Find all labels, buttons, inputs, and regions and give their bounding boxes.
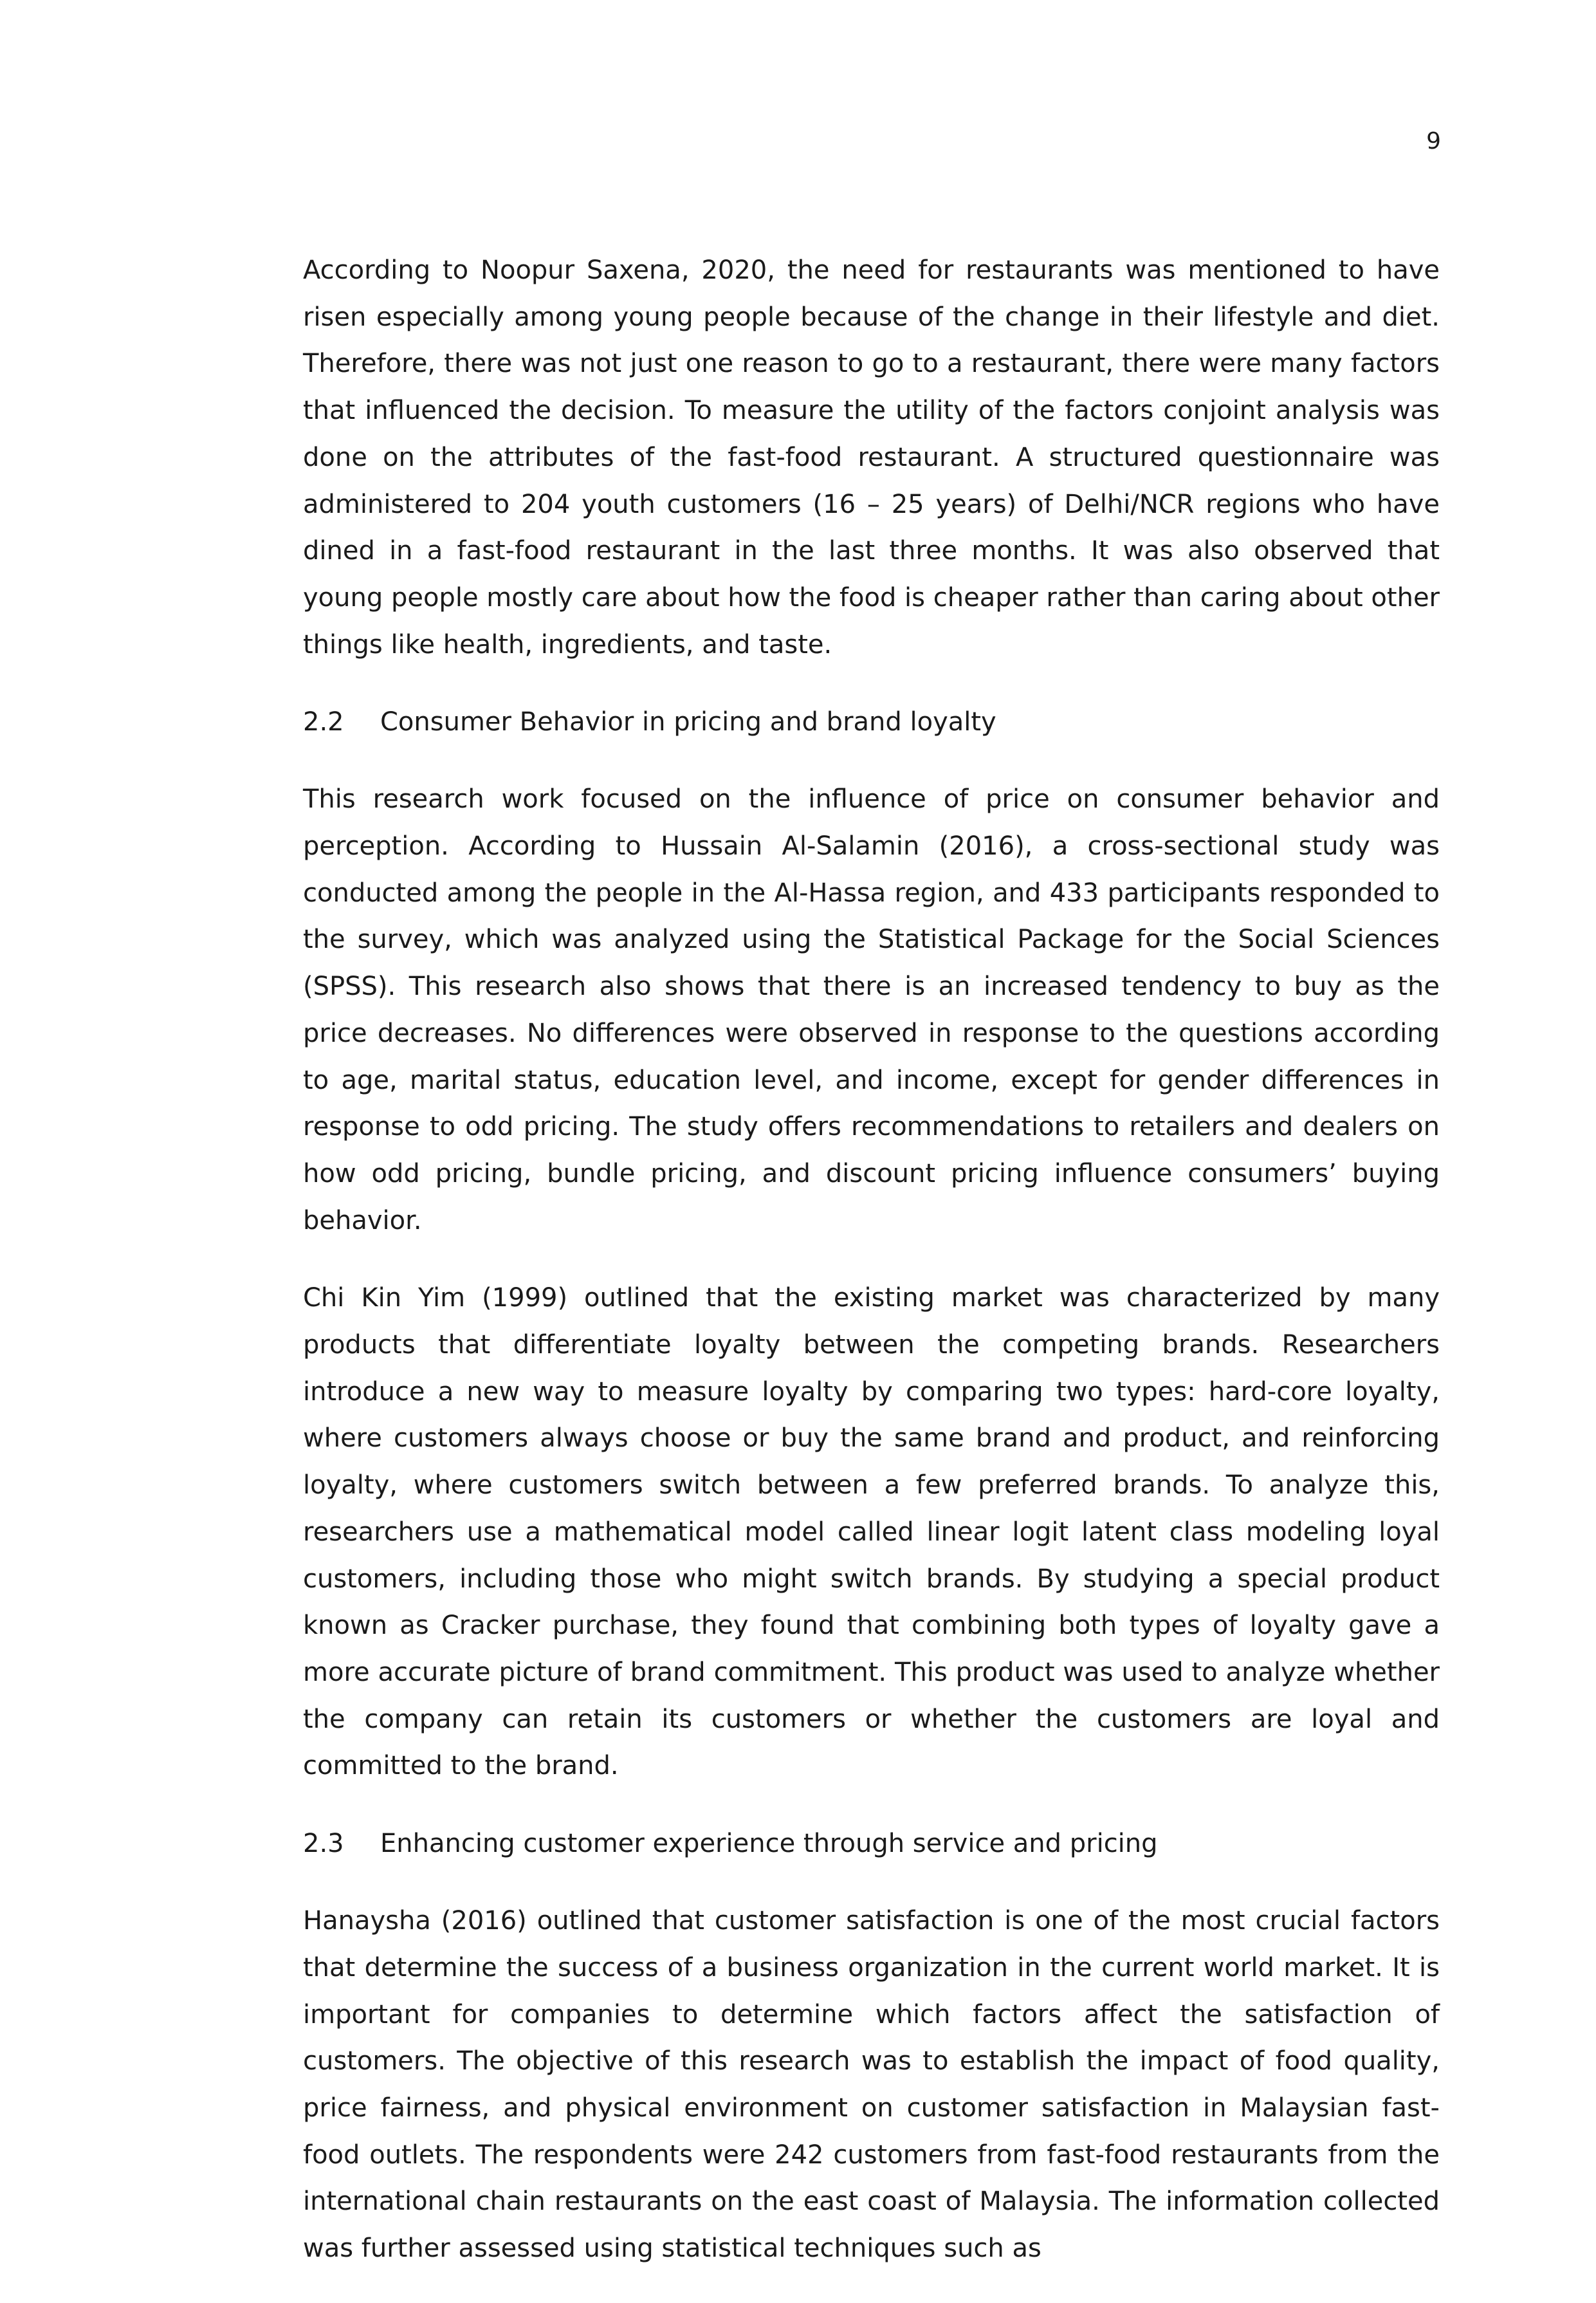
page-number: 9 [1426, 128, 1441, 154]
paragraph-saxena: According to Noopur Saxena, 2020, the need for restaurants was mentioned to have risen especially among young people because of the change in their lifestyle and diet. Therefore, there was not just one reason to go to a restaurant, there were many factors that influenced the decision. To measure the utility of the factors conjoint analysis was done on the attributes of the fast-food restaurant. A structured questionnaire was administered to 204 youth customers (16 – 25 years) of Delhi/NCR regions who have dined in a fast-food restaurant in the last three months. It was also observed that young people mostly care about how the food is cheaper rather than caring about other things like health, ingredients, and taste. [303, 255, 1440, 660]
section-number: 2.3 [303, 1829, 344, 1859]
section-title: Consumer Behavior in pricing and brand loyalty [380, 707, 996, 737]
paragraph-hanaysha: Hanaysha (2016) outlined that customer satisfaction is one of the most crucial factors that determine the success of a business organization in the current world market. It is important for companies to determine which factors affect the satisfaction of customers. The objective of this research was to establish the impact of food quality, price fairness, and physical environment on customer satisfaction in Malaysian fast-food outlets. The respondents were 242 customers from fast-food restaurants from the international chain restaurants on the east coast of Malaysia. The information collected was further assessed using statistical techniques such as [303, 1906, 1440, 2264]
paragraph-al-salamin: This research work focused on the influence of price on consumer behavior and perception. According to Hussain Al-Salamin (2016), a cross-sectional study was conducted among the people in the Al-Hassa region, and 433 participants responded to the survey, which was analyzed using the Statistical Package for the Social Sciences (SPSS). This research also shows that there is an increased tendency to buy as the price decreases. No differences were observed in response to the questions according to age, marital status, education level, and income, except for gender differences in response to odd pricing. The study offers recommendations to retailers and dealers on how odd pricing, bundle pricing, and discount pricing influence consumers’ buying behavior. [303, 784, 1440, 1235]
section-heading-2-2 [303, 699, 1440, 745]
section-title: Enhancing customer experience through service and pricing [380, 1829, 1158, 1859]
paragraph-yim: Chi Kin Yim (1999) outlined that the existing market was characterized by many products that differentiate loyalty between the competing brands. Researchers introduce a new way to measure loyalty by comparing two types: hard-core loyalty, where customers always choose or buy the same brand and product, and reinforcing loyalty, where customers switch between a few preferred brands. To analyze this, researchers use a mathematical model called linear logit latent class modeling loyal customers, including those who might switch brands. By studying a special product known as Cracker purchase, they found that combining both types of loyalty gave a more accurate picture of brand commitment. This product was used to analyze whether the company can retain its customers or whether the customers are loyal and committed to the brand. [303, 1283, 1440, 1781]
section-number: 2.2 [303, 707, 344, 737]
page-body [303, 247, 1440, 2303]
section-heading-2-3 [303, 1820, 1440, 1867]
